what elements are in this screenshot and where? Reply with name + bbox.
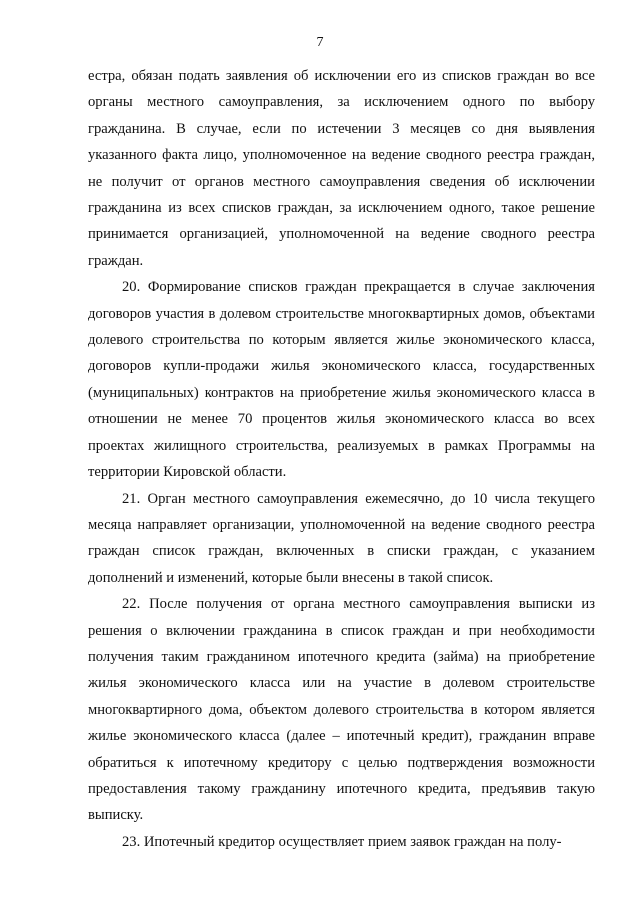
paragraph-item-23: 23. Ипотечный кредитор осуществляет прием заявок граждан на полу- (122, 833, 562, 850)
document-body (88, 63, 595, 855)
paragraph-item-22: 22. После получения от органа местного самоуправления выписки из решения о включении гражданина в список граждан и при необходимости получения таким гражданином ипотечного кредита (займа) на приобретение жилья экономического класса или на участие в долевом строительстве многоквартирного дома, объектом долевого строительства в котором является жилье экономического класса (далее – ипотечный кредит), гражданин вправе обратиться к ипотечному кредитору с целью подтверждения возможности предоставления такому гражданину ипотечного кредита, предъявив такую выписку. (88, 596, 595, 824)
paragraph-continuation: естра, обязан подать заявления об исключении его из списков граждан во все органы местного самоуправления, за исключением одного по выбору гражданина. В случае, если по истечении 3 месяцев со дня выявления указанного факта лицо, уполномоченное на ведение сводного реестра граждан, не получит от органов местного самоуправления сведения об исключении гражданина из всех списков граждан, за исключением одного, такое решение принимается организацией, уполномоченной на ведение сводного реестра граждан. (88, 68, 595, 269)
page-number: 7 (316, 35, 324, 50)
paragraph-item-21: 21. Орган местного самоуправления ежемесячно, до 10 числа текущего месяца направляет организации, уполномоченной на ведение сводного реестра граждан список граждан, включенных в списки граждан, с указанием дополнений и изменений, которые были внесены в такой список. (88, 490, 595, 586)
paragraph-item-20: 20. Формирование списков граждан прекращается в случае заключения договоров участия в долевом строительстве многоквартирных домов, объектами долевого строительства по которым является жилье экономического класса, договоров купли-продажи жилья экономического класса, государственных (муниципальных) контрактов на приобретение жилья экономического класса в отношении не менее 70 процентов жилья экономического класса во всех проектах жилищного строительства, реализуемых в рамках Программы на территории Кировской области. (88, 279, 595, 481)
